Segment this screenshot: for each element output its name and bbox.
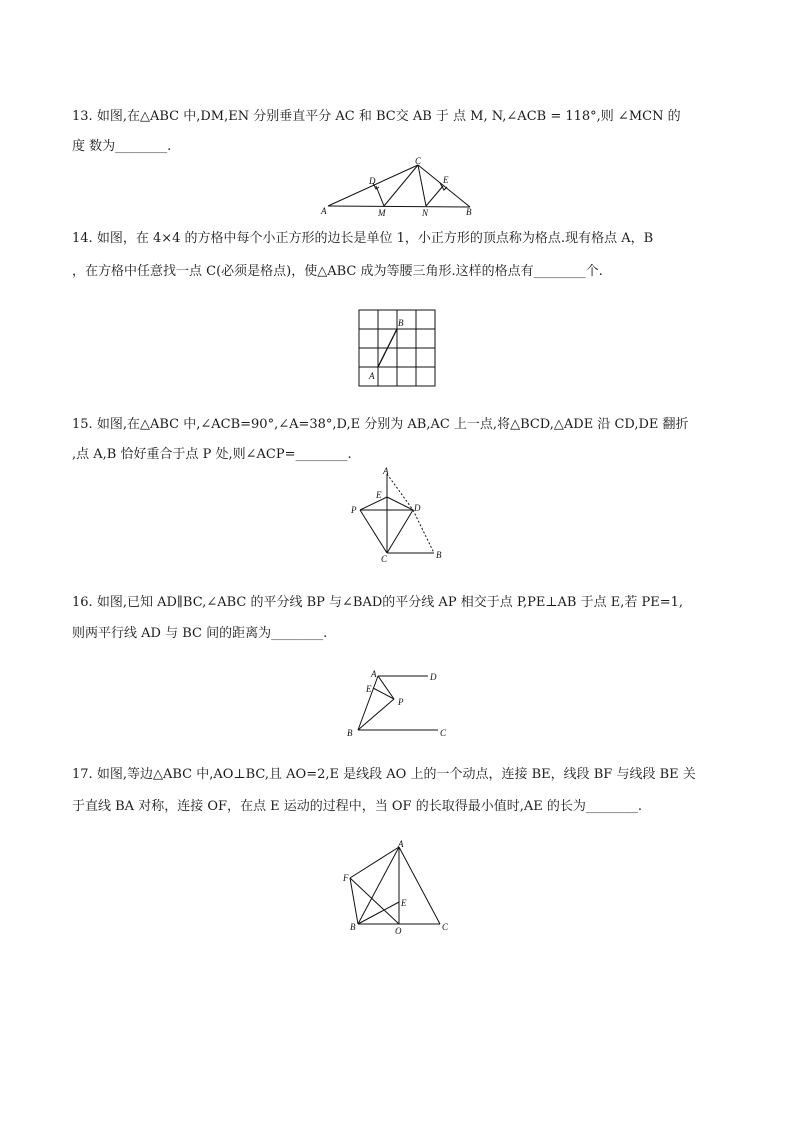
label-F: F bbox=[343, 873, 349, 883]
label-B: B bbox=[347, 728, 353, 738]
figure-16-parallel bbox=[342, 666, 454, 740]
label-B: B bbox=[398, 318, 404, 328]
figure-15-fold bbox=[346, 464, 450, 564]
problem-13-line-2: 度 数为________. bbox=[72, 139, 172, 154]
label-A: A bbox=[371, 669, 377, 679]
label-D: D bbox=[369, 176, 376, 186]
label-N: N bbox=[422, 208, 429, 218]
problem-16-line-2: 则两平行线 AD 与 BC 间的距离为________. bbox=[72, 626, 328, 641]
label-E: E bbox=[401, 898, 407, 908]
figure-14-grid bbox=[352, 306, 440, 392]
label-E: E bbox=[443, 175, 449, 185]
problem-14-line-1: 14. 如图，在 4×4 的方格中每个小正方形的边长是单位 1，小正方形的顶点称为格点.现有格点 A，B bbox=[72, 231, 654, 246]
label-D: D bbox=[430, 672, 437, 682]
label-P: P bbox=[398, 697, 404, 707]
problem-15-line-1: 15. 如图,在△ABC 中,∠ACB=90°,∠A=38°,D,E 分别为 AB,AC 上一点,将△BCD,△ADE 沿 CD,DE 翻折 bbox=[72, 417, 689, 432]
problem-17-line-2: 于直线 BA 对称，连接 OF，在点 E 运动的过程中，当 OF 的长取得最小值时,AE 的长为________. bbox=[72, 799, 642, 814]
label-C: C bbox=[442, 922, 449, 932]
label-D: D bbox=[414, 503, 421, 513]
label-C: C bbox=[440, 728, 447, 738]
label-O: O bbox=[395, 926, 402, 936]
label-B: B bbox=[350, 922, 356, 932]
label-C: C bbox=[381, 554, 388, 564]
label-A: A bbox=[398, 839, 404, 849]
label-M: M bbox=[378, 208, 386, 218]
label-P: P bbox=[351, 505, 357, 515]
problem-17-line-1: 17. 如图,等边△ABC 中,AO⊥BC,且 AO=2,E 是线段 AO 上的一个动点，连接 BE，线段 BF 与线段 BE 关 bbox=[72, 767, 696, 782]
problem-16-line-1: 16. 如图,已知 AD∥BC,∠ABC 的平分线 BP 与∠BAD的平分线 AP 相交于点 P,PE⊥AB 于点 E,若 PE=1, bbox=[72, 595, 684, 610]
label-A: A bbox=[321, 206, 327, 216]
problem-14-line-2: ，在方格中任意找一点 C(必须是格点)，使△ABC 成为等腰三角形.这样的格点有________个. bbox=[72, 264, 603, 279]
figure-13-triangle bbox=[318, 156, 480, 218]
label-A: A bbox=[383, 466, 389, 476]
figure-17-equilateral bbox=[340, 838, 456, 938]
label-B: B bbox=[466, 207, 472, 217]
label-E: E bbox=[366, 684, 372, 694]
problem-15-line-2: ,点 A,B 恰好重合于点 P 处,则∠ACP=________. bbox=[72, 447, 352, 462]
label-B: B bbox=[436, 550, 442, 560]
problem-13-line-1: 13. 如图,在△ABC 中,DM,EN 分别垂直平分 AC 和 BC交 AB 于 点 M, N,∠ACB = 118°,则 ∠MCN 的 bbox=[72, 109, 681, 124]
label-C: C bbox=[415, 156, 422, 166]
label-E: E bbox=[376, 490, 382, 500]
label-A: A bbox=[369, 371, 375, 381]
